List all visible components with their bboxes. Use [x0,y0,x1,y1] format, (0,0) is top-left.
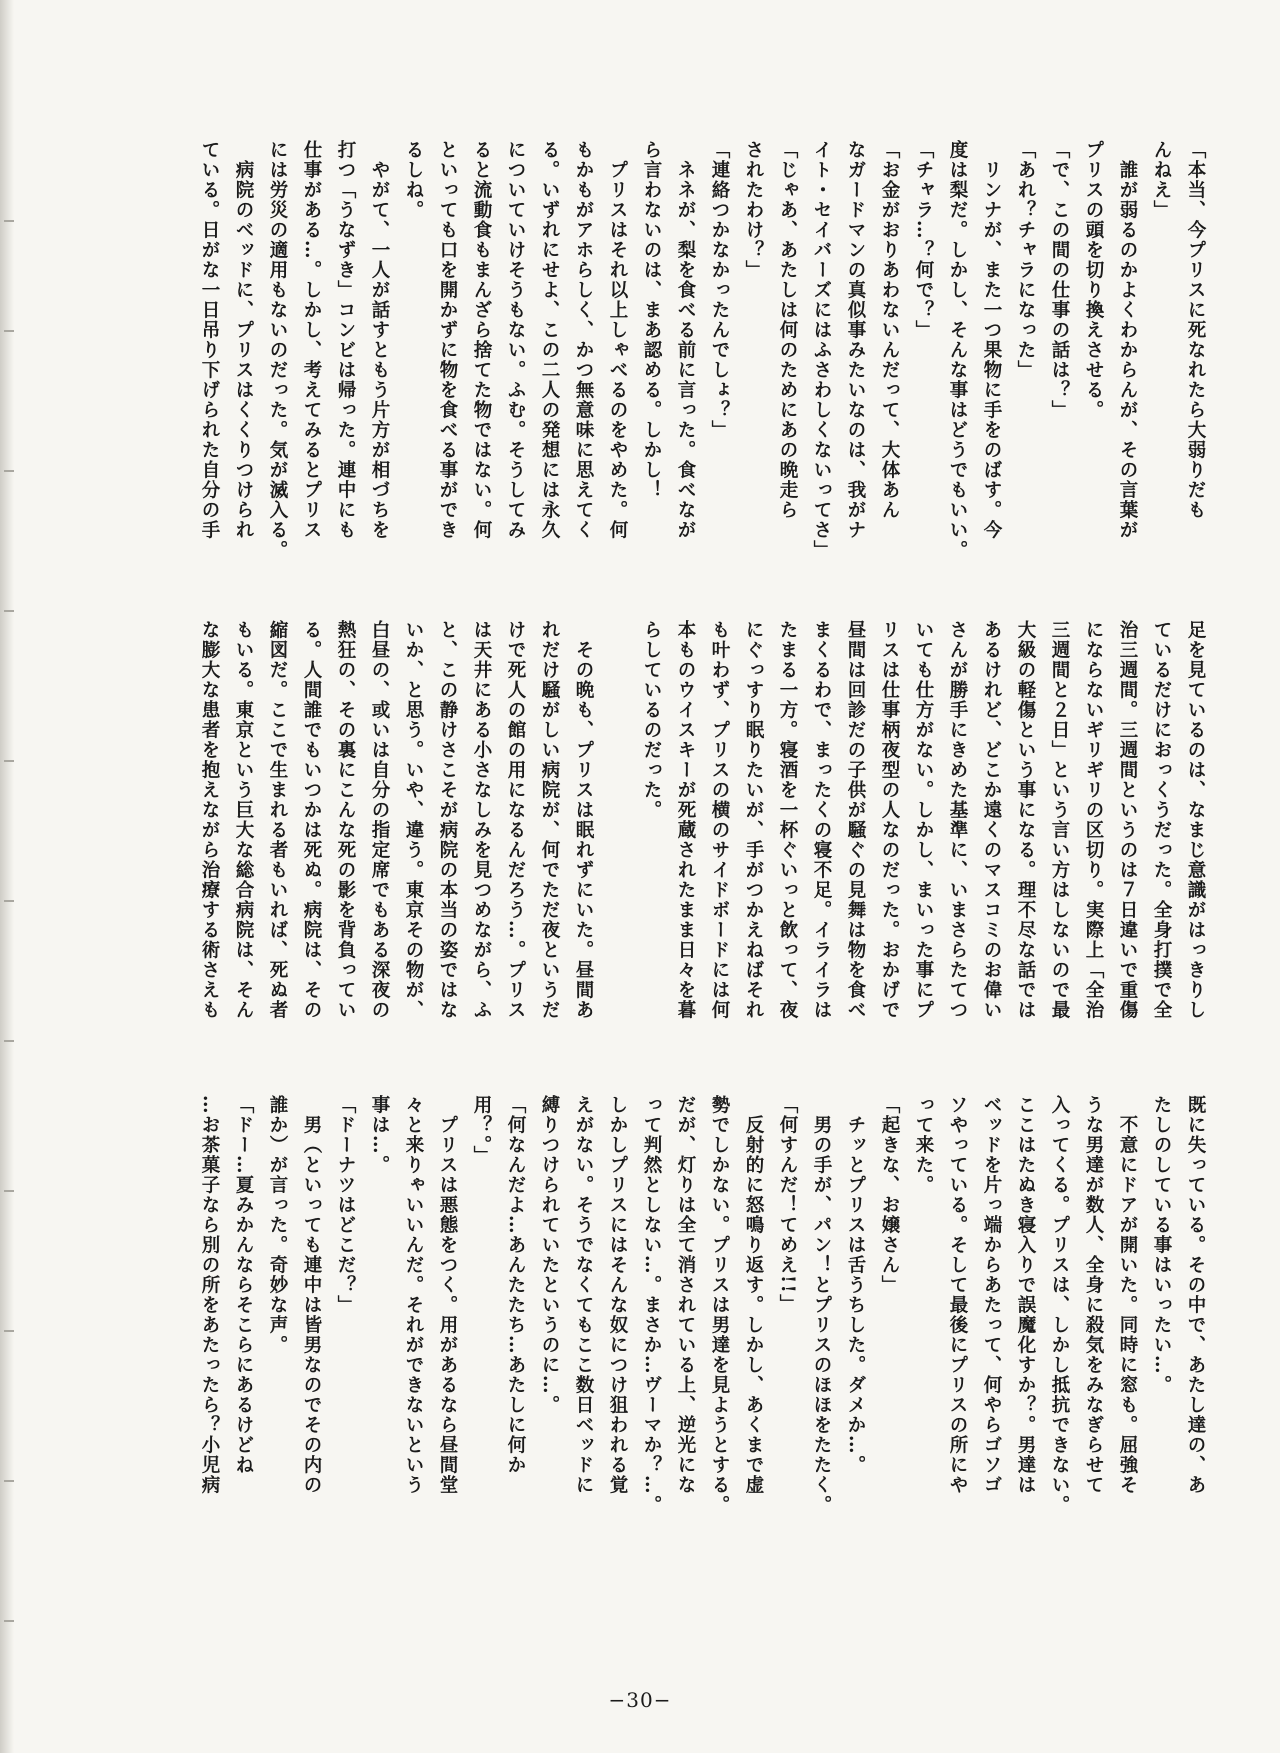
text-line: うな男達が数人、全身に殺気をみなぎらせて [1083,1095,1104,1495]
text-line: 「本当、今プリスに死なれたら大弱りだも [1185,140,1206,520]
text-line: ソやっている。そして最後にプリスの所にや [947,1095,968,1495]
text-line: 「ドー…夏みかんならそこらにあるけどね [233,1095,254,1475]
text-line: たまる一方。寝酒を一杯ぐいっと飲って、夜 [777,620,798,1020]
text-line: 熱狂の、その裏にこんな死の影を背負ってい [335,620,356,1020]
text-line: 「連絡つかなかったんでしょ？」 [709,140,730,440]
text-block-top [72,140,1212,580]
text-line: にならないギリギリの区切り。実際上「全治 [1083,620,1104,1020]
text-line: ているだけにおっくうだった。全身打撲で全 [1151,620,1172,1020]
text-line: チッとプリスは舌うちした。ダメか…。 [845,1095,866,1475]
text-line: れだけ騒がしい病院が、何でただ夜というだ [539,620,560,1020]
text-block-bottom [72,1095,1212,1645]
text-line: …お茶菓子なら別の所をあたったら？小児病 [199,1095,220,1495]
text-line: いても仕方がない。しかし、まいった事にプ [913,620,934,1020]
text-line: 「あれ？チャラになった」 [1015,140,1036,380]
text-line: 「チャラ…？何で？」 [913,140,934,340]
text-line: プリスはそれ以上しゃべるのをやめた。何 [607,140,628,540]
text-line: もかもがアホらしく、かつ無意味に思えてく [573,140,594,540]
text-line: 昼間は回診だの子供が騒ぐの見舞は物を食べ [845,620,866,1020]
text-line: 「何なんだよ…あんたたち…あたしに何か [505,1095,526,1475]
text-line: 用？。」 [471,1095,492,1166]
text-line: る。いずれにせよ、この二人の発想には永久 [539,140,560,540]
text-block-middle [72,620,1212,1060]
text-line: 男（といっても連中は皆男なのでその内の [301,1095,322,1495]
text-line: 反射的に怒鳴り返す。しかし、あくまで虚 [743,1095,764,1495]
text-line: には労災の適用もないのだった。気が滅入る。 [267,140,288,560]
text-line: も叶わず、プリスの横のサイドボードには何 [709,620,730,1020]
text-line: 縛りつけられていたというのに…。 [539,1095,560,1415]
binding-marks [4,0,18,1753]
text-line [600,620,634,1060]
text-line: 男の手が、パン！とプリスのほほをたたく。 [811,1095,832,1515]
text-line: 治三週間。三週間というのは７日違いで重傷 [1117,620,1138,1020]
text-line: 「何すんだ！てめえ!!」 [777,1095,798,1315]
text-line: もいる。東京という巨大な総合病院は、そん [233,620,254,1020]
text-line: 誰か）が言った。奇妙な声。 [267,1095,288,1355]
text-line: 誰が弱るのかよくわからんが、その言葉が [1117,140,1138,540]
text-line: 三週間と２日」という言い方はしないので最 [1049,620,1070,1020]
text-line: えがない。そうでなくてもここ数日ベッドに [573,1095,594,1495]
text-line: 病院のベッドに、プリスはくくりつけられ [233,140,254,540]
text-line: 足を見ているのは、なまじ意識がはっきりし [1185,620,1206,1020]
text-line: 既に失っている。その中で、あたし達の、あ [1185,1095,1206,1495]
text-line: 「ドーナツはどこだ？」 [335,1095,356,1315]
text-line: その晩も、プリスは眠れずにいた。昼間あ [573,620,594,1020]
text-line: といっても口を開かずに物を食べる事ができ [437,140,458,540]
text-line: さんが勝手にきめた基準に、いまさらたてつ [947,620,968,1020]
text-line: イト・セイバーズにはふさわしくないってさ」 [811,140,832,560]
page-number: −30− [608,1688,672,1712]
text-line: らしているのだった。 [641,620,662,820]
text-line: だが、灯りは全て消されている上、逆光にな [675,1095,696,1495]
text-line: いか、と思う。いや、違う。東京その物が、 [403,620,424,1020]
text-line: たしのしている事はいったい…。 [1151,1095,1172,1395]
text-line: ている。日がな一日吊り下げられた自分の手 [199,140,220,540]
text-line: 事は…。 [369,1095,390,1175]
text-line: んねえ」 [1151,140,1172,220]
text-line: あるけれど、どこか遠くのマスコミのお偉い [981,620,1002,1020]
text-line: 「起きな、お嬢さん」 [879,1095,900,1295]
text-line: 「じゃあ、あたしは何のためにあの晩走ら [777,140,798,520]
text-line: についていけそうもない。ふむ。そうしてみ [505,140,526,540]
text-line: は天井にある小さなしみを見つめながら、ふ [471,620,492,1020]
text-line: まくるわで、まったくの寝不足。イライラは [811,620,832,1020]
text-line: る。人間誰でもいつかは死ぬ。病院は、その [301,620,322,1020]
text-line: リンナが、また一つ果物に手をのばす。今 [981,140,1002,540]
text-line: 入ってくる。プリスは、しかし抵抗できない。 [1049,1095,1070,1515]
text-line: って判然としない…。まさか…ヴーマか？…。 [641,1095,662,1515]
text-line: なガードマンの真似事みたいなのは、我がナ [845,140,866,540]
text-line: ネネが、梨を食べる前に言った。食べなが [675,140,696,540]
text-line: されたわけ？」 [743,140,764,280]
text-line: ここはたぬき寝入りで誤魔化すか？。男達は [1015,1095,1036,1495]
text-line: にぐっすり眠りたいが、手がつかえねばそれ [743,620,764,1020]
text-line: 度は梨だ。しかし、そんな事はどうでもいい。 [947,140,968,560]
text-line: しかしプリスにはそんな奴につけ狙われる覚 [607,1095,628,1495]
text-line: な膨大な患者を抱えながら治療する術さえも [199,620,220,1020]
text-line: ベッドを片っ端からあたって、何やらゴソゴ [981,1095,1002,1495]
text-line: 打つ「うなずき」コンビは帰った。連中にも [335,140,356,540]
text-line: プリスの頭を切り換えさせる。 [1083,140,1104,420]
text-line: 本ものウイスキーが死蔵されたまま日々を暮 [675,620,696,1020]
text-line: ら言わないのは、まあ認める。しかし！ [641,140,662,500]
text-line: と、この静けさこそが病院の本当の姿ではな [437,620,458,1020]
text-line: 仕事がある…。しかし、考えてみるとプリス [301,140,322,540]
text-line: るしね。 [403,140,424,220]
text-line: やがて、一人が話すともう片方が相づちを [369,140,390,540]
text-line: 々と来りゃいいんだ。それができないという [403,1095,424,1495]
text-line: けで死人の館の用になるんだろう…。プリス [505,620,526,1020]
text-line: 大級の軽傷という事になる。理不尽な話では [1015,620,1036,1020]
text-line: 勢でしかない。プリスは男達を見ようとする。 [709,1095,730,1515]
text-line: リスは仕事柄夜型の人なのだった。おかげで [879,620,900,1020]
text-line: ると流動食もまんざら捨てた物ではない。何 [471,140,492,540]
text-line: 白昼の、或いは自分の指定席でもある深夜の [369,620,390,1020]
text-line: 「お金がおりあわないんだって、大体あん [879,140,900,520]
text-line: 縮図だ。ここで生まれる者もいれば、死ぬ者 [267,620,288,1020]
text-line: プリスは悪態をつく。用があるなら昼間堂 [437,1095,458,1495]
text-line: 不意にドアが開いた。同時に窓も。屈強そ [1117,1095,1138,1495]
text-line: 「で、この間の仕事の話は？」 [1049,140,1070,420]
text-line: って来た。 [913,1095,934,1195]
